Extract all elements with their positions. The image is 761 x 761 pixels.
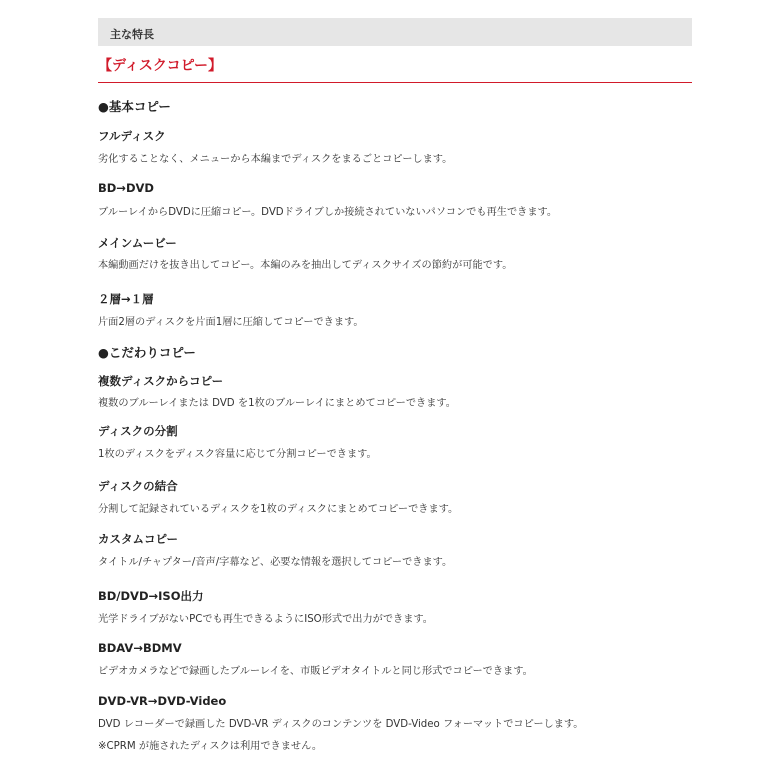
item-title-dual-to-single-layer: ２層→１層	[98, 292, 154, 306]
item-title-multi-disc-copy: 複数ディスクからコピー	[98, 374, 224, 388]
item-desc-full-disc: 劣化することなく、メニューから本編までディスクをまるごとコピーします。	[98, 154, 453, 165]
item-desc-iso-output: 光学ドライブがないPCでも再生できるようにISO形式で出力ができます。	[98, 614, 433, 625]
feature-header-label: 主な特長	[110, 28, 154, 41]
section-title: 【ディスクコピー】	[98, 58, 223, 74]
item-desc-main-movie: 本編動画だけを抜き出してコピー。本編のみを抽出してディスクサイズの節約が可能です。	[98, 260, 513, 271]
item-desc-dual-to-single-layer: 片面2層のディスクを片面1層に圧縮してコピーできます。	[98, 317, 364, 328]
item-title-bd-to-dvd: BD→DVD	[98, 181, 154, 195]
item-desc-dvdvr-to-dvdvideo: DVD レコーダーで録画した DVD-VR ディスクのコンテンツを DVD-Video フォーマットでコピーします。	[98, 719, 584, 730]
item-title-full-disc: フルディスク	[98, 129, 166, 143]
item-desc-custom-copy: タイトル/チャプター/音声/字幕など、必要な情報を選択してコピーできます。	[98, 557, 453, 568]
item-title-dvdvr-to-dvdvideo: DVD-VR→DVD-Video	[98, 694, 227, 708]
feature-header-band	[98, 18, 692, 46]
item-desc-bd-to-dvd: ブルーレイからDVDに圧縮コピー。DVDドライブしか接続されていないパソコンでも再生できます。	[98, 207, 558, 218]
item-note-cprm: ※CPRM が施されたディスクは利用できません。	[98, 741, 323, 752]
item-title-custom-copy: カスタムコピー	[98, 532, 179, 546]
section-divider	[98, 82, 692, 83]
item-desc-multi-disc-copy: 複数のブルーレイまたは DVD を1枚のブルーレイにまとめてコピーできます。	[98, 398, 456, 409]
item-desc-disc-split: 1枚のディスクをディスク容量に応じて分割コピーできます。	[98, 449, 377, 460]
group-heading-basic-copy: ●基本コピー	[98, 99, 171, 114]
item-title-main-movie: メインムービー	[98, 236, 177, 250]
item-title-bdav-to-bdmv: BDAV→BDMV	[98, 641, 182, 655]
item-title-disc-split: ディスクの分割	[98, 424, 178, 438]
group-heading-advanced-copy: ●こだわりコピー	[98, 345, 196, 360]
item-title-iso-output: BD/DVD→ISO出力	[98, 589, 204, 603]
item-desc-disc-merge: 分割して記録されているディスクを1枚のディスクにまとめてコピーできます。	[98, 504, 459, 515]
item-desc-bdav-to-bdmv: ビデオカメラなどで録画したブルーレイを、市販ビデオタイトルと同じ形式でコピーできます。	[98, 666, 533, 677]
item-title-disc-merge: ディスクの結合	[98, 479, 178, 493]
